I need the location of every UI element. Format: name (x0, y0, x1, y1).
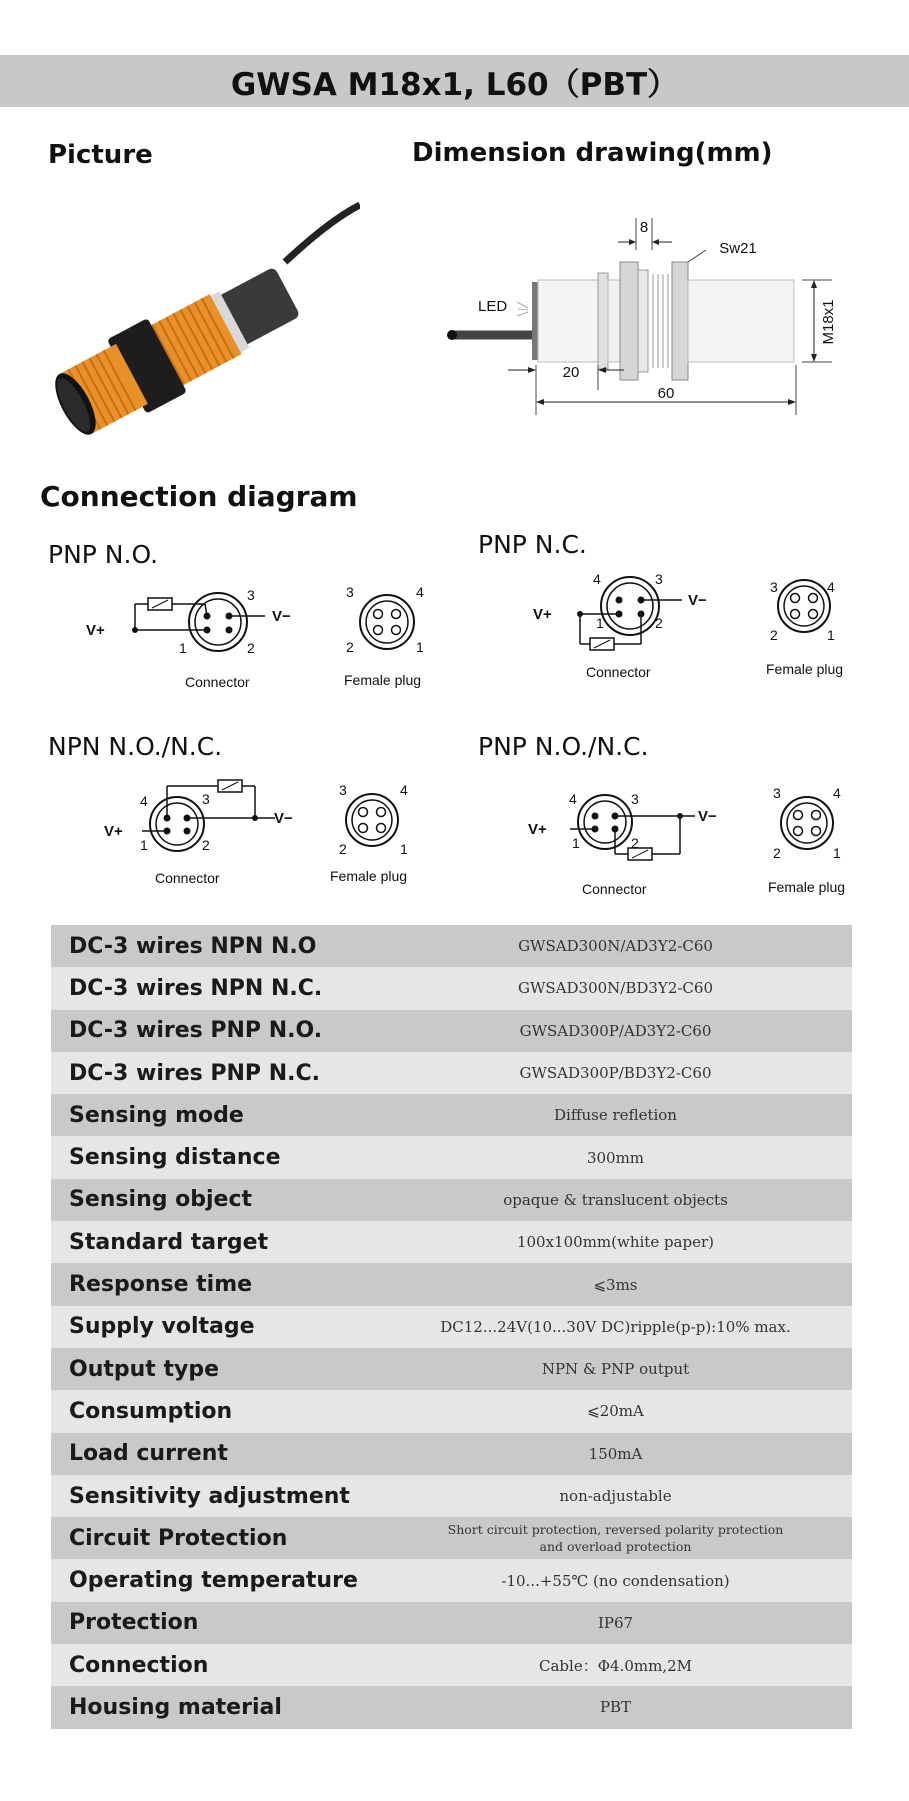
svg-text:1: 1 (827, 627, 835, 643)
svg-text:2: 2 (773, 845, 781, 861)
spec-value: 100x100mm(white paper) (516, 1233, 715, 1252)
spec-row (51, 1517, 852, 1559)
spec-row (51, 1306, 852, 1348)
svg-text:V−: V− (688, 592, 707, 609)
svg-text:4: 4 (827, 579, 835, 595)
dimension-drawing (440, 210, 860, 420)
dimension-label: Dimension drawing(mm) (412, 138, 773, 168)
svg-text:4: 4 (593, 571, 601, 587)
female-plug-label: Female plug (344, 672, 422, 688)
wiring-diagram-pnp-no (80, 580, 460, 695)
diagram-title-npn-nonc: NPN N.O./N.C. (48, 732, 223, 761)
spec-value: non-adjustable (559, 1487, 672, 1505)
spec-label: Circuit Protection (69, 1525, 288, 1551)
spec-label: DC-3 wires NPN N.O (69, 933, 317, 959)
spec-label: Supply voltage (69, 1314, 255, 1340)
svg-text:1: 1 (140, 837, 148, 853)
spec-value: NPN & PNP output (541, 1360, 690, 1379)
svg-text:3: 3 (202, 791, 210, 807)
svg-text:2: 2 (631, 835, 639, 851)
svg-text:3: 3 (631, 791, 639, 807)
wiring-diagram-npn-nonc (80, 772, 460, 887)
svg-text:V−: V− (274, 810, 293, 827)
svg-text:2: 2 (770, 627, 778, 643)
dim-sw21: Sw21 (719, 240, 757, 257)
spec-label: Sensing object (69, 1187, 253, 1213)
svg-text:1: 1 (416, 639, 424, 655)
picture-label: Picture (48, 140, 153, 170)
spec-table (51, 925, 852, 1729)
spec-row (51, 1686, 852, 1728)
spec-label: Sensing distance (69, 1145, 281, 1171)
svg-text:V+: V+ (533, 606, 552, 623)
svg-text:V+: V+ (104, 823, 123, 840)
svg-text:V−: V− (698, 808, 717, 825)
spec-value: Cable：Φ4.0mm,2M (539, 1656, 692, 1675)
svg-text:2: 2 (655, 615, 663, 631)
spec-row (51, 1433, 852, 1475)
wiring-diagram-pnp-nonc (520, 780, 890, 895)
spec-row (51, 1179, 852, 1221)
female-plug-label: Female plug (766, 661, 844, 677)
connector-label: Connector (586, 664, 651, 680)
spec-row (51, 1644, 852, 1686)
spec-value: GWSAD300P/BD3Y2-C60 (519, 1064, 712, 1083)
spec-label: Load current (69, 1441, 228, 1467)
spec-value: GWSAD300P/AD3Y2-C60 (519, 1021, 712, 1040)
spec-row (51, 967, 852, 1009)
female-plug-label: Female plug (768, 879, 846, 895)
spec-row (51, 1094, 852, 1136)
svg-text:3: 3 (770, 579, 778, 595)
spec-row (51, 1052, 852, 1094)
svg-text:V−: V− (272, 608, 291, 625)
spec-row (51, 1602, 852, 1644)
diagram-title-pnp-no: PNP N.O. (48, 540, 159, 569)
spec-label: Standard target (69, 1229, 269, 1255)
spec-row (51, 1010, 852, 1052)
svg-text:3: 3 (346, 584, 354, 600)
spec-row (51, 1475, 852, 1517)
spec-value: opaque & translucent objects (503, 1190, 728, 1209)
wiring-diagram-pnp-nc (520, 570, 890, 685)
spec-label: Housing material (69, 1694, 282, 1720)
spec-label: Connection (69, 1652, 209, 1678)
spec-value-line: and overload protection (539, 1539, 692, 1555)
page-title: GWSA M18x1, L60（PBT） (230, 66, 679, 103)
connector-label: Connector (155, 870, 220, 886)
sensor-photo (40, 200, 360, 450)
svg-text:3: 3 (655, 571, 663, 587)
svg-text:1: 1 (596, 615, 604, 631)
spec-value: GWSAD300N/BD3Y2-C60 (517, 979, 713, 998)
svg-text:3: 3 (773, 785, 781, 801)
female-plug-label: Female plug (330, 868, 408, 884)
spec-row (51, 1390, 852, 1432)
spec-value: ⩽3ms (593, 1275, 638, 1294)
spec-label: Protection (69, 1610, 199, 1636)
spec-label: DC-3 wires NPN N.C. (69, 975, 323, 1001)
spec-label: Operating temperature (69, 1568, 358, 1594)
svg-text:V+: V+ (528, 821, 547, 838)
diagram-title-pnp-nc: PNP N.C. (478, 530, 587, 559)
svg-text:2: 2 (202, 837, 210, 853)
svg-text:3: 3 (247, 587, 255, 603)
connector-label: Connector (185, 674, 250, 690)
svg-text:3: 3 (339, 782, 347, 798)
spec-label: Output type (69, 1356, 219, 1382)
connection-label: Connection diagram (40, 480, 358, 513)
spec-value: 300mm (586, 1148, 645, 1167)
diagram-title-pnp-nonc: PNP N.O./N.C. (478, 732, 649, 761)
spec-label: DC-3 wires PNP N.C. (69, 1060, 320, 1086)
dim-len-60: 60 (657, 385, 675, 402)
svg-text:4: 4 (833, 785, 841, 801)
svg-text:4: 4 (569, 791, 577, 807)
svg-text:2: 2 (339, 841, 347, 857)
svg-text:2: 2 (247, 640, 255, 656)
spec-value: Diffuse refletion (554, 1106, 677, 1125)
spec-row (51, 1263, 852, 1305)
spec-row (51, 1221, 852, 1263)
svg-text:4: 4 (140, 793, 148, 809)
spec-value (399, 1521, 852, 1555)
spec-row (51, 1559, 852, 1601)
dim-thread: M18x1 (820, 299, 837, 345)
spec-label: Consumption (69, 1398, 233, 1424)
spec-value: GWSAD300N/AD3Y2-C60 (518, 937, 713, 956)
svg-text:V+: V+ (86, 622, 105, 639)
spec-row (51, 925, 852, 967)
dim-led: LED (478, 298, 508, 315)
svg-text:4: 4 (400, 782, 408, 798)
spec-value: 150mA (588, 1444, 643, 1463)
spec-value: -10...+55℃ (no condensation) (501, 1571, 730, 1590)
spec-value-line: Short circuit protection, reversed polarity protection (447, 1522, 784, 1538)
spec-label: Sensing mode (69, 1102, 244, 1128)
spec-label: Response time (69, 1272, 253, 1298)
spec-value: IP67 (597, 1613, 634, 1632)
spec-value: PBT (599, 1698, 632, 1717)
spec-row (51, 1348, 852, 1390)
svg-text:1: 1 (179, 640, 187, 656)
svg-text:1: 1 (400, 841, 408, 857)
dim-width-8: 8 (639, 219, 649, 236)
svg-text:2: 2 (346, 639, 354, 655)
spec-value: ⩽20mA (587, 1402, 644, 1421)
spec-label: DC-3 wires PNP N.O. (69, 1018, 323, 1044)
spec-label: Sensitivity adjustment (69, 1483, 350, 1509)
spec-row (51, 1136, 852, 1178)
svg-text:1: 1 (572, 835, 580, 851)
svg-text:4: 4 (416, 584, 424, 600)
dim-len-20: 20 (562, 364, 580, 381)
spec-value: DC12...24V(10...30V DC)ripple(p-p):10% max. (440, 1317, 791, 1336)
title-bar (0, 55, 909, 107)
connector-label: Connector (582, 881, 647, 895)
svg-text:1: 1 (833, 845, 841, 861)
